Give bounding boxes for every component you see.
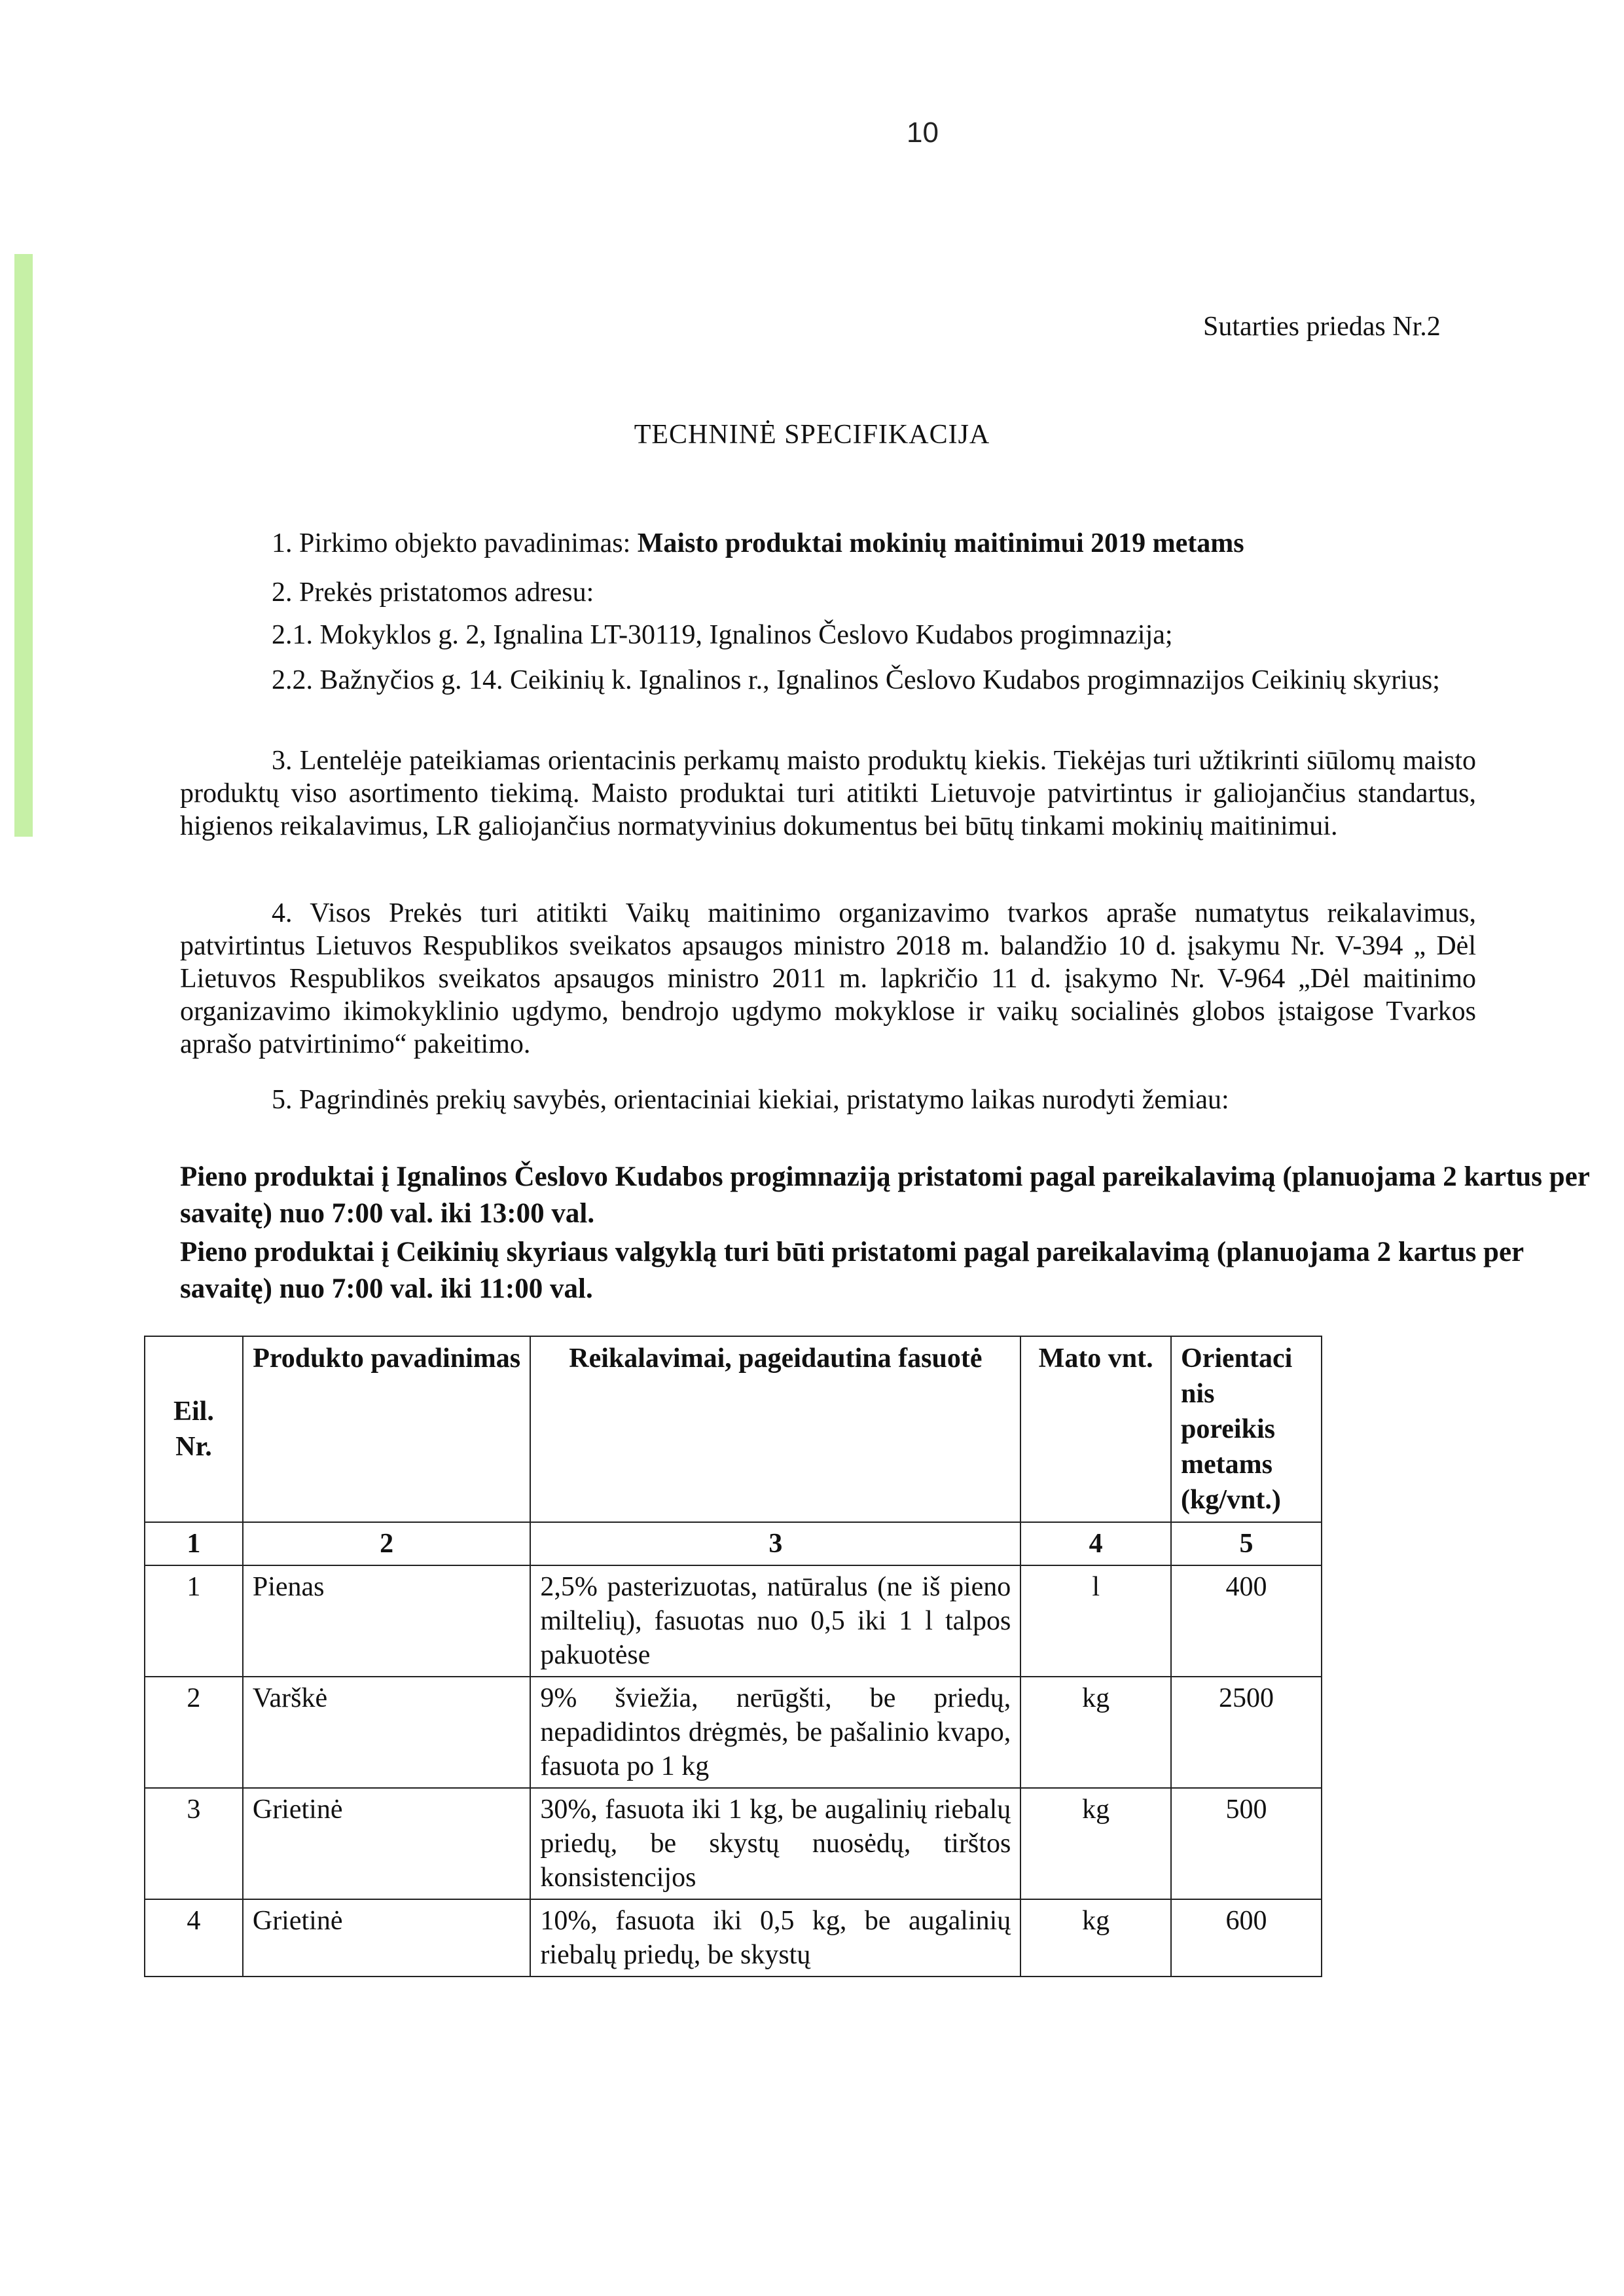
item-2-2: 2.2. Bažnyčios g. 14. Ceikinių k. Ignalinos r., Ignalinos Česlovo Kudabos progimnazijos Ceikinių skyrius; (272, 665, 1440, 695)
header-no: Eil. Nr. (145, 1336, 243, 1522)
scan-edge-strip (14, 254, 33, 837)
item-3: 3. Lentelėje pateikiamas orientacinis perkamų maisto produktų kiekis. Tiekėjas turi užtikrinti siūlomų maisto produktų viso asortimento tiekimą. Maisto produktai turi atitikti Lietuvoje patvirtintus ir galiojančius standartus, higienos reikalavimus, LR galiojančius normatyvinius dokumentus bei būtų tinkami mokinių maitinimui. (180, 746, 1476, 841)
table-header-row (145, 1336, 1322, 1522)
item-1-object: Maisto produktai mokinių maitinimui 2019 metams (637, 528, 1244, 558)
item-2: 2. Prekės pristatomos adresu: (272, 577, 594, 608)
table-row: 2 Varškė 9% šviežia, nerūgšti, be priedų, nepadidintos drėgmės, be pašalinio kvapo, fasuota po 1 kg kg 2500 (145, 1677, 1322, 1788)
item-1-label: 1. Pirkimo objekto pavadinimas: (272, 528, 638, 558)
column-number-row: 1 2 3 4 5 (145, 1522, 1322, 1565)
page-number: 10 (907, 117, 939, 149)
header-unit: Mato vnt. (1020, 1336, 1171, 1522)
annex-label: Sutarties priedas Nr.2 (1203, 312, 1441, 342)
table-row: 4 Grietinė 10%, fasuota iki 0,5 kg, be augalinių riebalų priedų, be skystų kg 600 (145, 1899, 1322, 1977)
delivery-note-1: Pieno produktai į Ignalinos Česlovo Kudabos progimnaziją pristatomi pagal pareikalavimą (planuojama 2 kartus per savaitę) nuo 7:00 val. iki 13:00 val. (180, 1161, 1590, 1229)
table-row: 1 Pienas 2,5% pasterizuotas, natūralus (ne iš pieno miltelių), fasuotas nuo 0,5 iki 1 l talpos pakuotėse l 400 (145, 1565, 1322, 1677)
delivery-note-2: Pieno produktai į Ceikinių skyriaus valgyklą turi būti pristatomi pagal pareikalavimą (planuojama 2 kartus per savaitę) nuo 7:00 val. iki 11:00 val. (180, 1237, 1524, 1304)
item-2-1: 2.1. Mokyklos g. 2, Ignalina LT-30119, Ignalinos Česlovo Kudabos progimnazija; (272, 620, 1173, 650)
table-row: 3 Grietinė 30%, fasuota iki 1 kg, be augalinių riebalų priedų, be skystų nuosėdų, tirštos konsistencijos kg 500 (145, 1788, 1322, 1899)
header-product: Produkto pavadinimas (243, 1336, 531, 1522)
header-requirements: Reikalavimai, pageidautina fasuotė (530, 1336, 1020, 1522)
item-5: 5. Pagrindinės prekių savybės, orientaciniai kiekiai, pristatymo laikas nurodyti žemiau: (272, 1085, 1229, 1115)
item-4: 4. Visos Prekės turi atitikti Vaikų maitinimo organizavimo tvarkos apraše numatytus reikalavimus, patvirtintus Lietuvos Respublikos sveikatos apsaugos ministro 2018 m. balandžio 10 d. įsakymu Nr. V-394 „ Dėl Lietuvos Respublikos sveikatos apsaugos ministro 2011 m. lapkričio 11 d. įsakymo Nr. V-964 „Dėl maitinimo organizavimo ikimokyklinio ugdymo, bendrojo ugdymo mokyklose ir vaikų socialinės globos įstaigose Tvarkos aprašo patvirtinimo“ pakeitimo. (180, 898, 1476, 1059)
document-title: TECHNINĖ SPECIFIKACIJA (634, 420, 990, 450)
spec-table (144, 1336, 1322, 1977)
item-1 (180, 527, 1476, 560)
header-quantity: Orientaci nis poreikis metams (kg/vnt.) (1171, 1336, 1322, 1522)
